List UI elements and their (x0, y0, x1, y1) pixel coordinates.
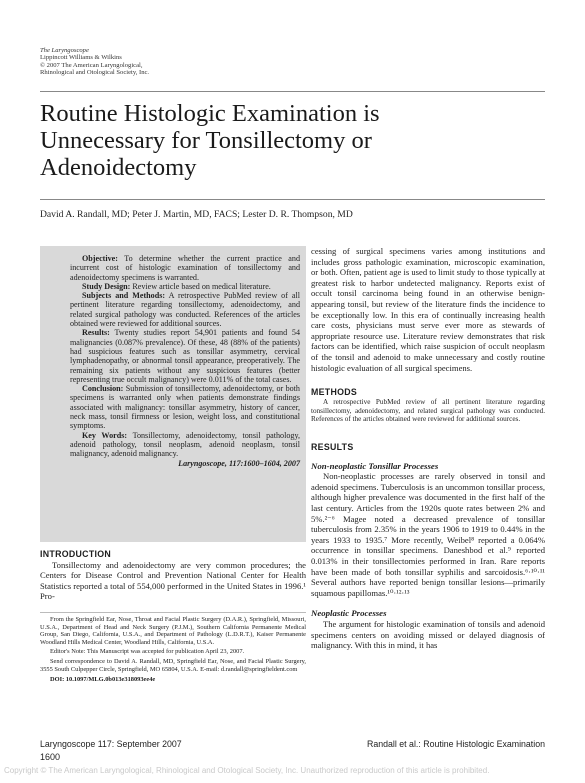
journal-name: The Laryngoscope (40, 47, 89, 54)
journal-header (40, 47, 149, 77)
footnote-doi: DOI: 10.1097/MLG.0b013e318093ee4e (50, 676, 156, 684)
author-list: David A. Randall, MD; Peter J. Martin, MD, FACS; Lester D. R. Thompson, MD (40, 209, 353, 220)
right-column (311, 246, 545, 651)
page-number: 1600 (40, 752, 61, 762)
intro-continued: cessing of surgical specimens varies among institutions and includes gross pathologic examination, microscopic examination, or both. Often, patient age is used to limit study to those typically at greatest risk to harbor undetected malignancy. Reports exist of occult tonsil carcinoma being found in an otherwise benign-appearing tonsil, but review of the literature finds the incidence to be exceptionally low. In this era of continually increasing health care costs, physicians must serve ever more as stewards of appropriate resource use. Literature review demonstrates that risk factors can be identified, which raise suspicion of occult neoplasm of the tonsil and adenoid to make unnecessary and costly routine histologic evaluation of all surgical specimens. (311, 246, 545, 373)
title-rule (40, 199, 545, 200)
objective-text: To determine whether the current practice and incurrent cost of histologic examination of tonsillectomy and adenoidectomy specimens is warranted. (70, 254, 300, 282)
intro-section (40, 549, 306, 602)
society: Rhinological and Otological Society, Inc. (40, 69, 150, 77)
conclusion-text: Submission of tonsillectomy, adenoidectomy, or both specimens is warranted only when patients demonstrate findings associated with malignancy: tonsillar asymmetry, history of cancer, neck mass, tonsil firmness or lesion, weight loss, and constitutional symptoms. (70, 384, 300, 431)
results-heading: RESULTS (311, 442, 354, 453)
keywords-text: Tonsillectomy, adenoidectomy, tonsil pathology, adenoid pathology, tonsil neoplasm, adenoid neoplasm, tonsil malignancy, adenoid malignancy. (70, 430, 300, 459)
footer-journal: Laryngoscope 117: September 2007 (40, 739, 182, 749)
methods-text: A retrospective PubMed review of all pertinent literature regarding tonsillectomy, adenoidectomy, and related surgical pathology was conducted. References of the articles obtained were reviewed for additional sources. (70, 291, 300, 329)
footnote-editor: Editor's Note: This Manuscript was accepted for publication April 23, 2007. (50, 648, 245, 656)
abstract-citation: Laryngoscope, 117:1600–1604, 2007 (178, 458, 300, 468)
design-text: Review article based on medical literature. (132, 281, 271, 291)
methods-heading: METHODS (311, 387, 358, 398)
abstract-results (70, 328, 300, 384)
copyright-watermark: Copyright © The American Laryngological, Rhinological and Otological Society, Inc. Unauthorized reproduction of this article is prohibited. (4, 766, 490, 775)
keywords-label: Key Words: (82, 430, 128, 440)
neoplastic-paragraph: The argument for histologic examination of tonsils and adenoid specimens centers on avoiding missed or delayed diagnosis of malignancy. With this in mind, it has (311, 619, 545, 651)
abstract-keywords (70, 431, 300, 459)
abstract-design (70, 282, 300, 291)
copyright-line: © 2007 The American Laryngological, (40, 61, 143, 69)
abstract-methods (70, 291, 300, 328)
objective-label: Objective: (82, 254, 118, 263)
neoplastic-heading: Neoplastic Processes (311, 608, 387, 619)
footnotes (40, 616, 306, 686)
methods-paragraph: A retrospective PubMed review of all pertinent literature regarding tonsillectomy, adenoidectomy, and related surgical pathology was conducted. References of the articles obtained were reviewed for additional sources. (311, 397, 545, 424)
footnote-rule (40, 612, 306, 613)
methods-label: Subjects and Methods: (82, 291, 166, 301)
footnote-affiliation: From the Springfield Ear, Nose, Throat and Facial Plastic Surgery (D.A.R.), Springfield, Missouri, U.S.A., Department of Head and Neck Surgery (P.J.M.), Southern California Permanente Medical Group, San Diego, California, U.S.A., and Department of Pathology (L.D.R.T.), Kaiser Permanente Woodland Hills Medical Center, Woodland Hills, California, U.S.A. (40, 616, 306, 646)
results-label: Results: (82, 328, 110, 338)
design-label: Study Design: (82, 281, 131, 291)
intro-heading: INTRODUCTION (40, 549, 112, 559)
abstract-objective (70, 254, 300, 282)
intro-paragraph: Tonsillectomy and adenoidectomy are very common procedures; the Centers for Disease Control and Prevention National Center for Health Statistics reported a total of 554,000 performed in the United States in 1996.¹ Pro- (40, 559, 306, 602)
top-rule (40, 91, 545, 92)
nonneoplastic-paragraph: Non-neoplastic processes are rarely observed in tonsil and adenoid specimens. Tuberculosis is an uncommon tonsillar process, although higher prevalence was documented in the first half of the last century. Articles from the 1920s quote rates between 2% and 5%.²⁻⁶ Magee noted a decreased prevalence of tonsillar tuberculosis from 2.35% in the years 1906 to 1919 to 0.44% in the years 1933 to 1935.⁷ More recently, Weibel⁸ reported a 0.064% occurrence in tonsillar specimens. Daneshbod et al.⁹ reported 0.013% in their tonsillectomies performed in Iran. Rare reports have been made of both tonsillar syphilis and sarcoidosis.⁶·¹⁰·¹¹ Several authors have reported benign tonsillar lesions—primarily squamous papillomas.¹⁰·¹²·¹³ (311, 471, 545, 598)
conclusion-label: Conclusion: (82, 384, 124, 394)
abstract-box (40, 246, 306, 542)
footnote-correspondence: Send correspondence to David A. Randall, MD, Springfield Ear, Nose, and Facial Plastic Surgery, 3555 South Culpepper Circle, Springfield, MO 65804, U.S.A. E-mail: d.randall@springfieldent.com (40, 657, 306, 673)
article-title: Routine Histologic Examination is Unnecessary for Tonsillectomy or Adenoidectomy (40, 100, 380, 181)
nonneoplastic-heading: Non-neoplastic Tonsillar Processes (311, 460, 439, 471)
footer-running-title: Randall et al.: Routine Histologic Examination (367, 739, 545, 749)
abstract-conclusion (70, 384, 300, 430)
results-text: Twenty studies report 54,901 patients and found 54 malignancies (0.087% prevalence). Of these, 48 (88% of the patients) had suspicious features such as tonsillar asymmetry, cervical lymphadenopathy, or abnormal tonsil appearance, preoperatively. The remaining six patients without any suspicious features (better representing true occult malignancy) were 0.011% of the total cases. (70, 328, 300, 384)
publisher: Lippincott Williams & Wilkins (40, 54, 122, 62)
